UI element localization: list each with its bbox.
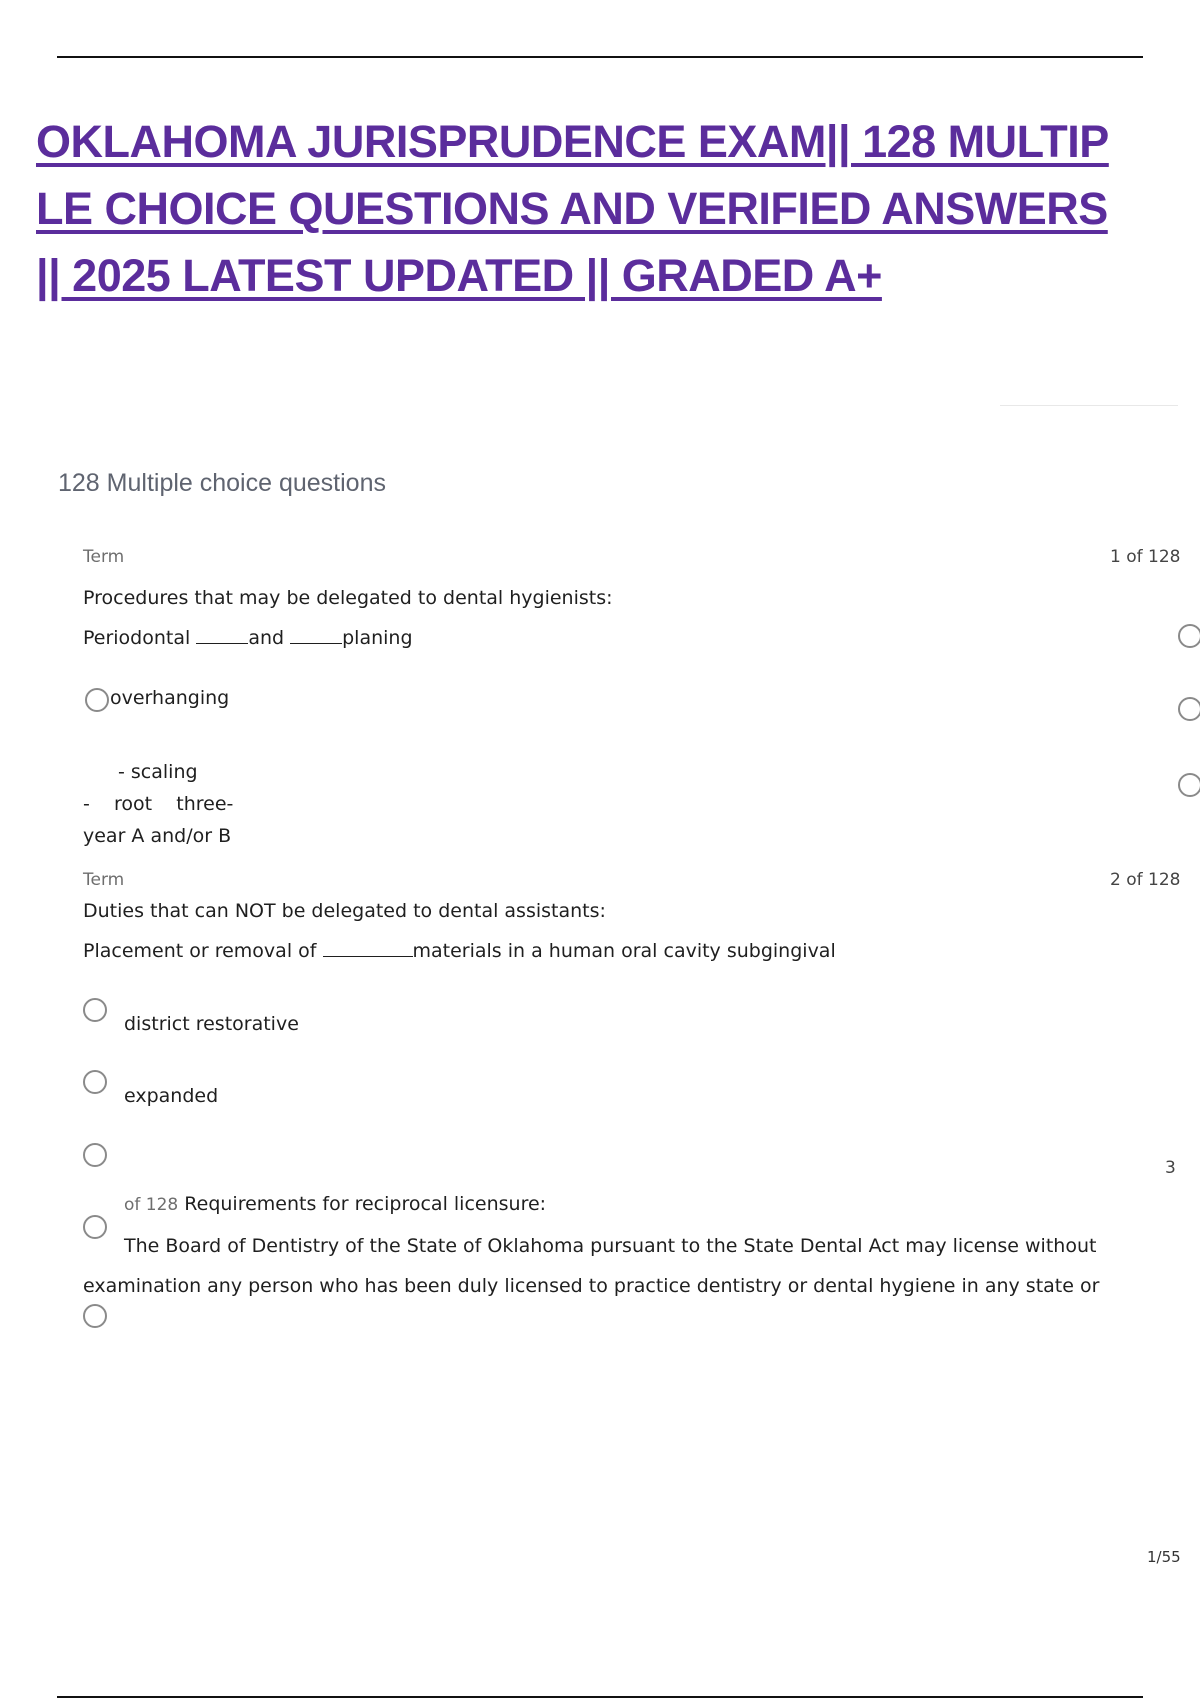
q1-text-line-2: - root three- bbox=[83, 793, 234, 815]
q1-blank-2 bbox=[290, 627, 342, 644]
right-edge-radio-3[interactable] bbox=[1178, 773, 1200, 797]
q2-option-2-label: expanded bbox=[124, 1085, 219, 1107]
title-line-3: || 2025 LATEST UPDATED || GRADED A+ bbox=[36, 250, 882, 301]
q1-option-1-label: overhanging bbox=[110, 687, 230, 709]
q2-stem-part-b: materials in a human oral cavity subgingival bbox=[412, 940, 836, 962]
q3-counter-number: 3 bbox=[1165, 1158, 1176, 1178]
q2-option-1-radio[interactable] bbox=[83, 998, 107, 1022]
q1-text-line-1: - scaling bbox=[118, 761, 198, 783]
q2-stem bbox=[83, 940, 836, 962]
q1-stem bbox=[83, 627, 413, 649]
right-edge-radio-1[interactable] bbox=[1178, 624, 1200, 648]
q2-blank bbox=[323, 940, 413, 957]
q2-term-label: Term bbox=[83, 870, 125, 890]
q2-counter: 2 of 128 bbox=[1110, 870, 1181, 890]
bottom-rule bbox=[57, 1696, 1143, 1698]
divider-line bbox=[1000, 405, 1178, 406]
q3-body-line-2: examination any person who has been duly licensed to practice dentistry or dental hygiene in any state or bbox=[83, 1275, 1100, 1297]
q2-stem-part-a: Placement or removal of bbox=[83, 940, 323, 962]
q3-prompt: Requirements for reciprocal licensure: bbox=[184, 1193, 547, 1215]
document-title bbox=[36, 108, 1200, 309]
section-subtitle: 128 Multiple choice questions bbox=[58, 469, 386, 497]
title-line-1: OKLAHOMA JURISPRUDENCE EXAM|| 128 MULTIP bbox=[36, 116, 1109, 167]
q1-stem-part-c: planing bbox=[342, 627, 413, 649]
q2-option-2-radio[interactable] bbox=[83, 1070, 107, 1094]
q1-prompt: Procedures that may be delegated to dental hygienists: bbox=[83, 587, 613, 609]
q3-prompt-line bbox=[124, 1193, 546, 1215]
q1-stem-part-b: and bbox=[248, 627, 291, 649]
q1-counter: 1 of 128 bbox=[1110, 547, 1181, 567]
page-number: 1/55 bbox=[1147, 1548, 1181, 1566]
right-edge-radio-2[interactable] bbox=[1178, 697, 1200, 721]
q1-stem-part-a: Periodontal bbox=[83, 627, 197, 649]
q2-prompt: Duties that can NOT be delegated to dental assistants: bbox=[83, 900, 606, 922]
q1-blank-1 bbox=[196, 627, 248, 644]
q2-option-3-radio[interactable] bbox=[83, 1143, 107, 1167]
q2-option-1-label: district restorative bbox=[124, 1013, 299, 1035]
q1-term-label: Term bbox=[83, 547, 125, 567]
q3-counter-rest: of 128 bbox=[124, 1195, 179, 1215]
q1-text-line-3: year A and/or B bbox=[83, 825, 232, 847]
q3-option-1-radio[interactable] bbox=[83, 1215, 107, 1239]
q3-body-line-1: The Board of Dentistry of the State of Oklahoma pursuant to the State Dental Act may license without bbox=[124, 1235, 1097, 1257]
top-rule bbox=[57, 56, 1143, 58]
q3-option-2-radio[interactable] bbox=[83, 1304, 107, 1328]
q1-option-1-radio[interactable] bbox=[85, 688, 109, 712]
title-line-2: LE CHOICE QUESTIONS AND VERIFIED ANSWERS bbox=[36, 183, 1108, 234]
